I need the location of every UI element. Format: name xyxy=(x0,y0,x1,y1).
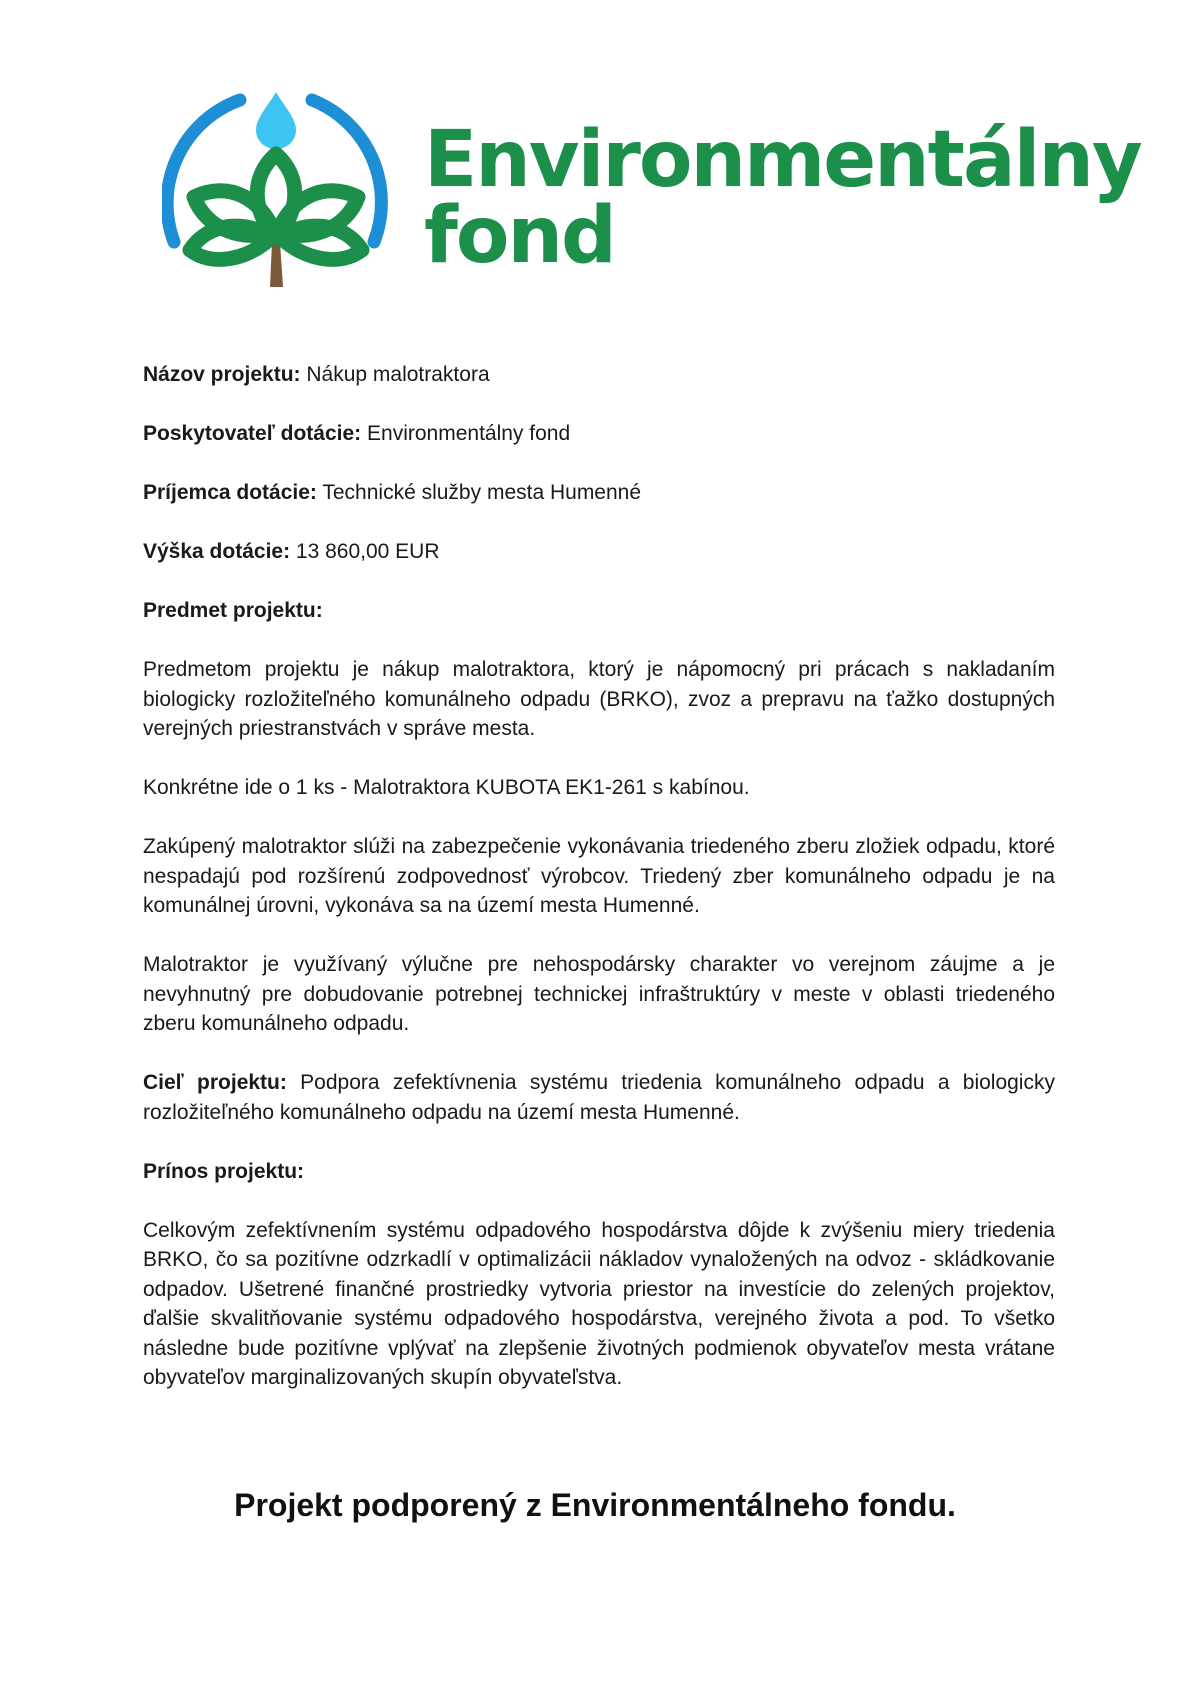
logo xyxy=(162,92,1141,312)
project-name-value: Nákup malotraktora xyxy=(306,363,490,386)
benefit-heading: Prínos projektu: xyxy=(143,1159,305,1183)
footer-statement: Projekt podporený z Environmentálneho fondu. xyxy=(234,1487,956,1523)
subject-paragraph-4: Malotraktor je využívaný výlučne pre nehospodársky charakter vo verejnom záujme a je nevyhnutný pre dobudovanie potrebnej technickej infraštruktúry v meste v oblasti triedeného zberu komunálneho odpadu. xyxy=(143,953,1055,1035)
subject-paragraph-1: Predmetom projektu je nákup malotraktora, ktorý je nápomocný pri prácach s nakladaním biologicky rozložiteľného komunálneho odpadu (BRKO), zvoz a prepravu na ťažko dostupných verejných priestranstvách v správe mesta. xyxy=(143,658,1055,740)
provider-value: Environmentálny fond xyxy=(367,422,571,445)
provider-label: Poskytovateľ dotácie: xyxy=(143,422,362,445)
project-name-label: Názov projektu: xyxy=(143,363,301,386)
amount-value: 13 860,00 EUR xyxy=(295,540,440,563)
benefit-paragraph: Celkovým zefektívnením systému odpadového hospodárstva dôjde k zvýšeniu miery triedenia BRKO, čo sa pozitívne odzrkadlí v optimalizácii nákladov vynaložených na odvoz - skládkovanie odpadov. Ušetrené finančné prostriedky vytvoria priestor na investície do zelených projektov, ďalšie skvalitňovanie systému odpadového hospodárstva, verejného života a pod. To všetko následne bude pozitívne vplývať na zlepšenie životných podmienok obyvateľov mesta vrátane obyvateľov marginalizovaných skupín obyvateľstva. xyxy=(143,1218,1055,1389)
goal-value: Podpora zefektívnenia systému triedenia komunálneho odpadu a biologicky rozložiteľného komunálneho odpadu na území mesta Humenné. xyxy=(143,1071,1055,1124)
provider-row xyxy=(143,419,1055,449)
goal-paragraph xyxy=(143,1068,1055,1127)
subject-paragraph-3: Zakúpený malotraktor slúži na zabezpečenie vykonávania triedeného zberu zložiek odpadu, ktoré nespadajú pod rozšírenú zodpovednosť výrobcov. Triedený zber komunálneho odpadu je na komunálnej úrovni, vykonáva sa na území mesta Humenné. xyxy=(143,835,1055,917)
subject-paragraph-2: Konkrétne ide o 1 ks - Malotraktora KUBOTA EK1-261 s kabínou. xyxy=(143,776,750,799)
recipient-value: Technické služby mesta Humenné xyxy=(322,481,642,504)
leaf-drop-logo-icon xyxy=(162,92,402,302)
logo-line-2: fond xyxy=(424,191,615,281)
recipient-label: Príjemca dotácie: xyxy=(143,481,317,504)
project-details xyxy=(143,360,1055,1422)
project-name-row xyxy=(143,360,1055,390)
logo-line-1: Environmentálny xyxy=(424,115,1141,205)
amount-label: Výška dotácie: xyxy=(143,540,291,563)
recipient-row xyxy=(143,478,1055,508)
goal-label: Cieľ projektu: xyxy=(143,1071,287,1094)
amount-row xyxy=(143,537,1055,567)
subject-heading: Predmet projektu: xyxy=(143,599,323,622)
logo-wordmark xyxy=(424,115,1141,281)
